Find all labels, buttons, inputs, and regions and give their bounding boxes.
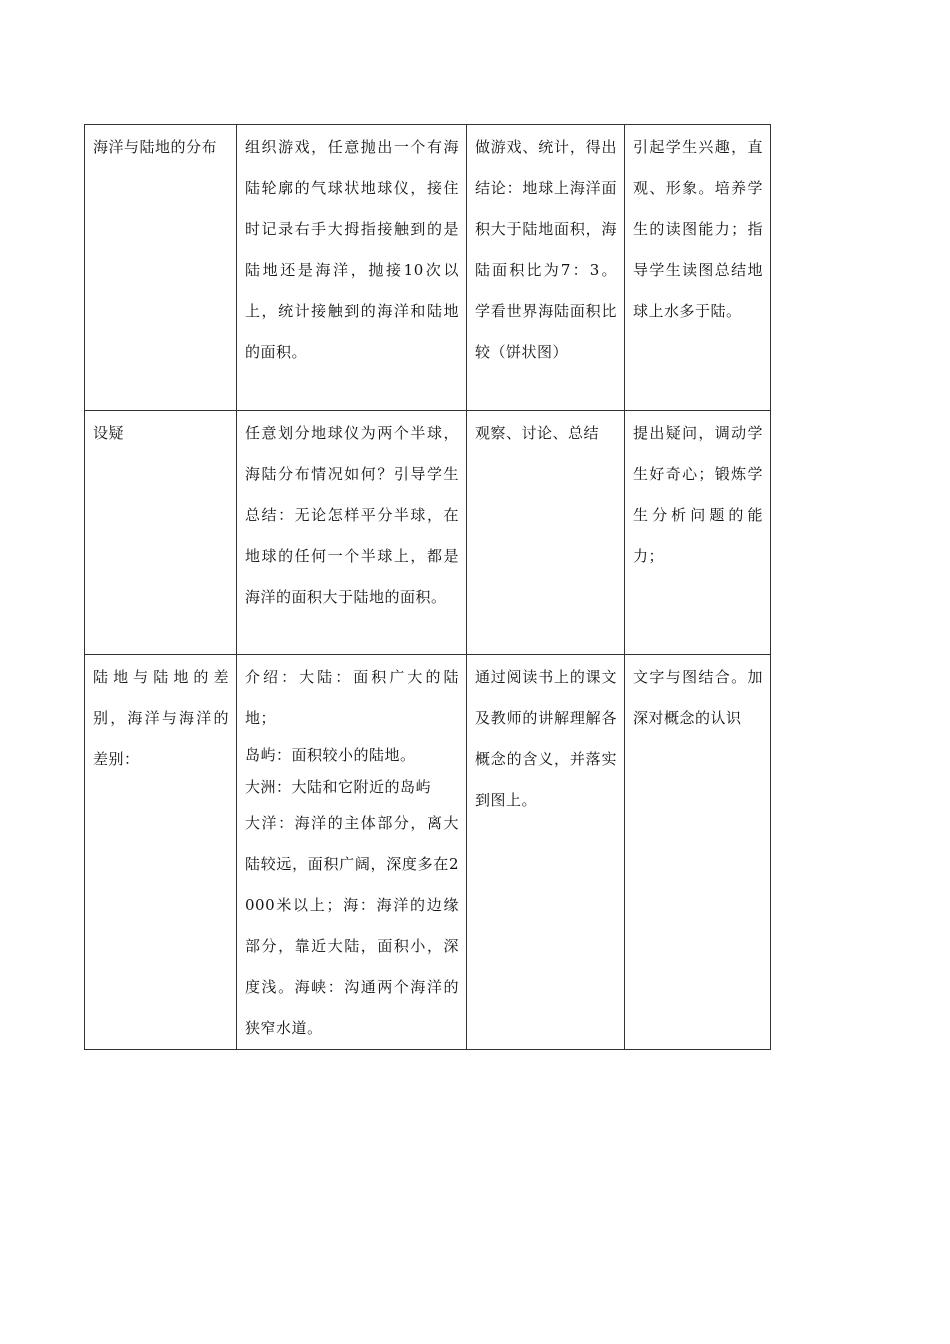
student-activity-cell: [467, 655, 625, 1050]
table-row: [85, 411, 771, 655]
teacher-activity-text: 大洲：大陆和它附近的岛屿: [245, 778, 432, 796]
teacher-activity-text: 组织游戏，任意抛出一个有海陆轮廓的气球状地球仪，接住时记录右手大拇指接触到的是陆地还是海洋，抛接10次以上，统计接触到的海洋和陆地的面积。: [245, 138, 459, 361]
design-purpose-cell: [625, 411, 771, 655]
student-activity-cell: [467, 125, 625, 411]
teacher-activity-text: 介绍：大陆：面积广大的陆地；: [245, 668, 459, 727]
teacher-activity-cell: [237, 125, 467, 411]
teacher-activity-cell: [237, 411, 467, 655]
student-activity-text: 做游戏、统计，得出结论：地球上海洋面积大于陆地面积，海陆面积比为7：3。学看世界海陆面积比较（饼状图）: [475, 138, 617, 361]
student-activity-text: 通过阅读书上的课文及教师的讲解理解各概念的含义，并落实到图上。: [475, 668, 617, 809]
teacher-activity-text: 岛屿：面积较小的陆地。: [245, 746, 416, 764]
lesson-plan-table: [84, 124, 771, 1050]
topic-cell: [85, 125, 237, 411]
table-row: [85, 125, 771, 411]
student-activity-text: 观察、讨论、总结: [475, 424, 600, 442]
design-purpose-cell: [625, 655, 771, 1050]
teacher-activity-text: 任意划分地球仪为两个半球，海陆分布情况如何？引导学生总结：无论怎样平分半球，在地球的任何一个半球上，都是海洋的面积大于陆地的面积。: [245, 424, 459, 606]
topic-text: 陆地与陆地的差别，海洋与海洋的差别：: [93, 668, 229, 768]
design-purpose-text: 引起学生兴趣，直观、形象。培养学生的读图能力；指导学生读图总结地球上水多于陆。: [633, 138, 763, 320]
topic-cell: [85, 411, 237, 655]
table-row: [85, 655, 771, 1050]
design-purpose-text: 文字与图结合。加深对概念的认识: [633, 668, 763, 727]
teacher-activity-cell: [237, 655, 467, 1050]
teacher-activity-text: 大洋：海洋的主体部分，离大陆较远，面积广阔，深度多在2000米以上；海：海洋的边缘部分，靠近大陆，面积小，深度浅。海峡：沟通两个海洋的狭窄水道。: [245, 814, 459, 1037]
design-purpose-text: 提出疑问，调动学生好奇心；锻炼学生分析问题的能力；: [633, 424, 763, 565]
topic-text: 海洋与陆地的分布: [93, 138, 218, 156]
topic-cell: [85, 655, 237, 1050]
topic-text: 设疑: [93, 424, 125, 442]
design-purpose-cell: [625, 125, 771, 411]
student-activity-cell: [467, 411, 625, 655]
